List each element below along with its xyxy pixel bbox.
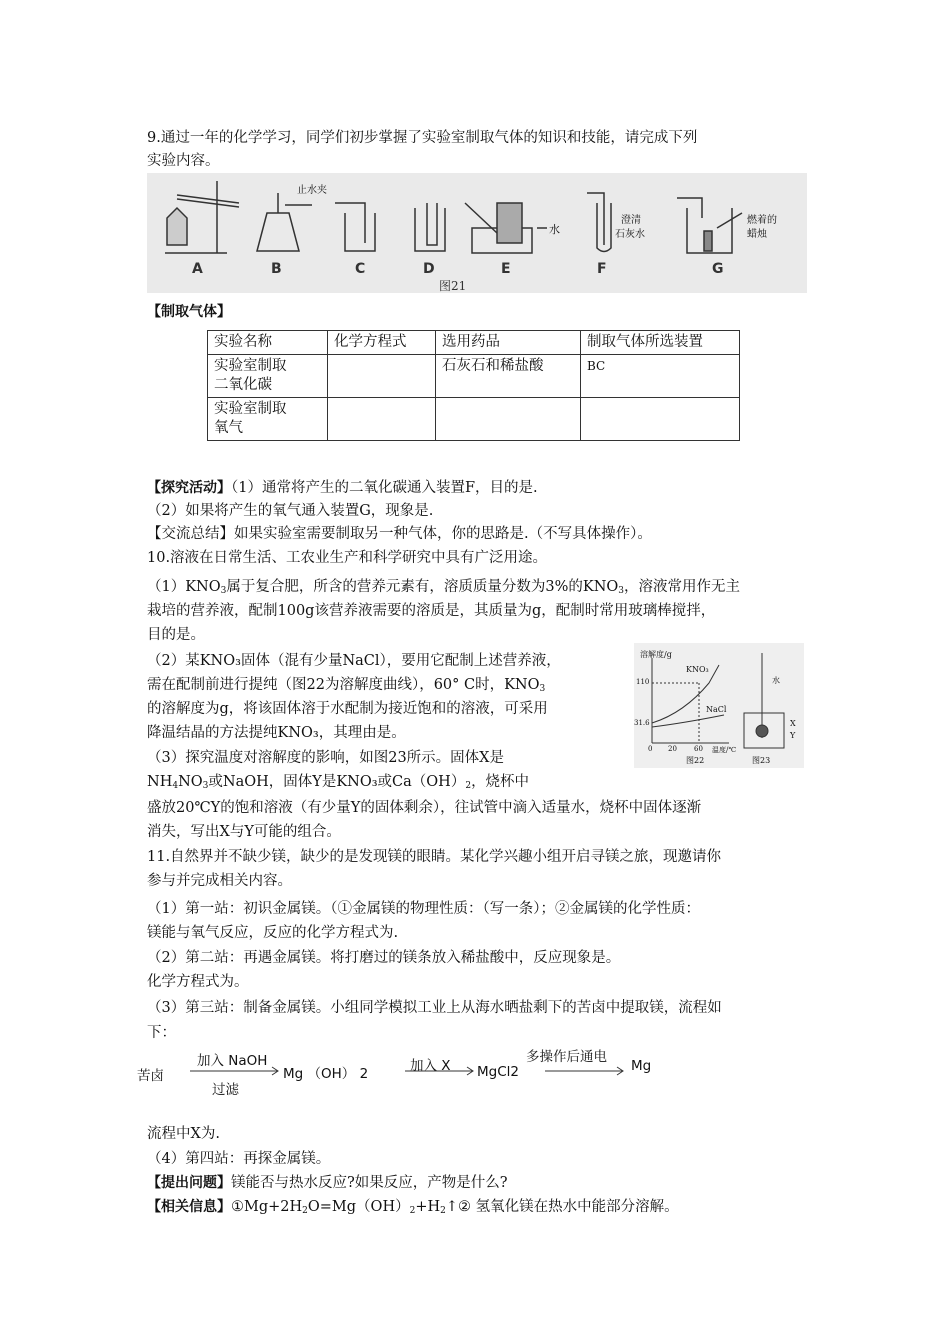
q10-p1-line1: $(1)KNO_3$属于复合肥，所含的营养元素有，溶质质量分数为3%的$KNO_3$，溶液常用作无主 bbox=[147, 579, 741, 596]
apparatus-label-b: B bbox=[271, 261, 282, 277]
q11-s3-line2: 下： bbox=[147, 1025, 176, 1041]
apparatus-label-d: D bbox=[423, 261, 435, 277]
flow-arrow-2 bbox=[405, 1066, 477, 1076]
flow-step1-bottom: 过滤 bbox=[212, 1082, 239, 1098]
table-cell[interactable] bbox=[328, 398, 436, 441]
q9-intro-line2: 实验内容。 bbox=[147, 153, 220, 169]
zhishuijia-text: 止水夹 bbox=[297, 185, 327, 196]
table-cell: 实验室制取 二氧化碳 bbox=[208, 355, 328, 398]
table-row bbox=[208, 355, 740, 398]
x-tick-0: 0 bbox=[648, 745, 653, 753]
water-text: 水 bbox=[549, 223, 560, 236]
table-cell: BC bbox=[581, 355, 740, 398]
apparatus-figure-21 bbox=[147, 173, 807, 293]
q10-p3-line2: $NH_4NO_3$或NaOH，固体Y是KNO₃或$Ca(OH)_2$，烧杯中 bbox=[147, 774, 530, 791]
fig23-y-label: Y bbox=[790, 731, 796, 740]
solubility-figures bbox=[634, 643, 804, 768]
q11-intro-line1: 11.自然界并不缺少镁，缺少的是发现镁的眼睛。某化学兴趣小组开启寻镁之旅，现邀请你 bbox=[147, 849, 722, 865]
gas-preparation-table bbox=[207, 330, 740, 441]
x-tick-60: 60 bbox=[694, 745, 703, 753]
header-cell: 选用药品 bbox=[436, 331, 581, 355]
q10-p2-line2: 需在配制前进行提纯（图22为溶解度曲线），60° C时，$KNO_3$ bbox=[147, 677, 546, 694]
x-tick-20: 20 bbox=[668, 745, 677, 753]
y-tick-110: 110 bbox=[636, 678, 650, 686]
q10-intro: 10.溶液在日常生活、工农业生产和科学研究中具有广泛用途。 bbox=[147, 550, 548, 566]
table-cell[interactable] bbox=[581, 398, 740, 441]
summary-line: 【交流总结】如果实验室需要制取另一种气体，你的思路是.（不写具体操作）。 bbox=[147, 526, 652, 542]
q9-intro-line1: 9.通过一年的化学学习，同学们初步掌握了实验室制取气体的知识和技能，请完成下列 bbox=[147, 130, 698, 146]
flow-step1-top: 加入 NaOH bbox=[197, 1053, 268, 1069]
xlabel: 温度/℃ bbox=[712, 746, 737, 754]
table-cell[interactable] bbox=[436, 398, 581, 441]
fig23-water-label: 水 bbox=[772, 676, 780, 685]
apparatus-label-f: F bbox=[597, 261, 607, 277]
nacl-curve-label: NaCl bbox=[706, 705, 727, 714]
q11-s1-line2: 镁能与氧气反应，反应的化学方程式为. bbox=[147, 925, 399, 941]
info-line: 【相关信息】$①Mg+2H_2O=Mg(OH)_2+H_2↑②$ 氢氧化镁在热水中能部分溶解。 bbox=[147, 1199, 679, 1216]
apparatus-label-c: C bbox=[355, 261, 366, 277]
q10-p2-line1: （2）某KNO₃固体（混有少量NaCl），要用它配制上述营养液， bbox=[147, 653, 561, 669]
fig23-x-label: X bbox=[790, 719, 796, 728]
q10-p3-line1: （3）探究温度对溶解度的影响，如图23所示。固体X是 bbox=[147, 750, 504, 766]
q10-p3-line3: 盛放20℃Y的饱和溶液（有少量Y的固体剩余），往试管中滴入适量水，烧杯中固体逐渐 bbox=[147, 800, 702, 816]
flow-arrow-3 bbox=[545, 1066, 627, 1076]
table-cell: 石灰石和稀盐酸 bbox=[436, 355, 581, 398]
header-cell: 实验名称 bbox=[208, 331, 328, 355]
flow-product-2: MgCl2 bbox=[477, 1064, 519, 1080]
apparatus-label-g: G bbox=[712, 261, 724, 277]
table-row bbox=[208, 398, 740, 441]
table-header-row bbox=[208, 331, 740, 355]
header-cell: 制取气体所选装置 bbox=[581, 331, 740, 355]
q11-intro-line2: 参与并完成相关内容。 bbox=[147, 873, 292, 889]
figure-22-caption: 图22 bbox=[686, 756, 705, 765]
apparatus-label-a: A bbox=[192, 261, 203, 277]
table-cell: 实验室制取 氧气 bbox=[208, 398, 328, 441]
q10-p3-line4: 消失，写出X与Y可能的组合。 bbox=[147, 824, 341, 840]
explore-line2: （2）如果将产生的氧气通入装置G，现象是. bbox=[147, 503, 434, 519]
q11-s2-line1: （2）第二站：再遇金属镁。将打磨过的镁条放入稀盐酸中，反应现象是。 bbox=[147, 950, 621, 966]
q11-s1-line1: （1）第一站：初识金属镁。（①金属镁的物理性质：（写一条）；②金属镁的化学性质： bbox=[147, 901, 700, 917]
candle-text-1: 燃着的 bbox=[747, 215, 777, 226]
flow-start: 苦卤 bbox=[137, 1068, 164, 1084]
flow-step3-top: 多操作后通电 bbox=[526, 1049, 607, 1065]
ylabel: 溶解度/g bbox=[640, 650, 672, 659]
q10-p2-line4: 降温结晶的方法提纯KNO₃，其理由是。 bbox=[147, 725, 406, 741]
candle-text-2: 蜡烛 bbox=[747, 229, 767, 240]
apparatus-label-e: E bbox=[501, 261, 511, 277]
flow-product-3: Mg bbox=[631, 1058, 652, 1074]
flow-arrow-1 bbox=[190, 1066, 282, 1076]
header-cell: 化学方程式 bbox=[328, 331, 436, 355]
y-tick-316: 31.6 bbox=[634, 719, 650, 727]
flow-step2-top: 加入 X bbox=[410, 1058, 451, 1074]
figure-23-caption: 图23 bbox=[752, 756, 771, 765]
figure-21-caption: 图21 bbox=[439, 279, 467, 293]
q10-p1-line3: 目的是。 bbox=[147, 627, 205, 643]
q10-p2-line3: 的溶解度为g，将该固体溶于水配制为接近饱和的溶液，可采用 bbox=[147, 701, 548, 717]
limewater-text-1: 澄清 bbox=[621, 215, 641, 226]
section-title-prepare-gas: 【制取气体】 bbox=[147, 304, 231, 320]
explore-line1: 【探究活动】（1）通常将产生的二氧化碳通入装置F，目的是. bbox=[147, 480, 538, 496]
apparatus-drawing bbox=[147, 173, 807, 293]
q10-p1-line2: 栽培的营养液，配制100g该营养液需要的溶质是，其质量为g，配制时常用玻璃棒搅拌， bbox=[147, 603, 716, 619]
limewater-text-2: 石灰水 bbox=[615, 229, 645, 240]
flow-x-question: 流程中X为. bbox=[147, 1126, 220, 1142]
kno3-curve-label: KNO₃ bbox=[686, 665, 709, 674]
question-line: 【提出问题】镁能否与热水反应?如果反应，产物是什么? bbox=[147, 1175, 508, 1191]
flow-product-1: Mg （OH） 2 bbox=[283, 1066, 369, 1082]
q11-s2-line2: 化学方程式为。 bbox=[147, 974, 249, 990]
table-cell[interactable] bbox=[328, 355, 436, 398]
q11-s4: （4）第四站：再探金属镁。 bbox=[147, 1151, 331, 1167]
q11-s3-line1: （3）第三站：制备金属镁。小组同学模拟工业上从海水晒盐剩下的苦卤中提取镁，流程如 bbox=[147, 1000, 722, 1016]
